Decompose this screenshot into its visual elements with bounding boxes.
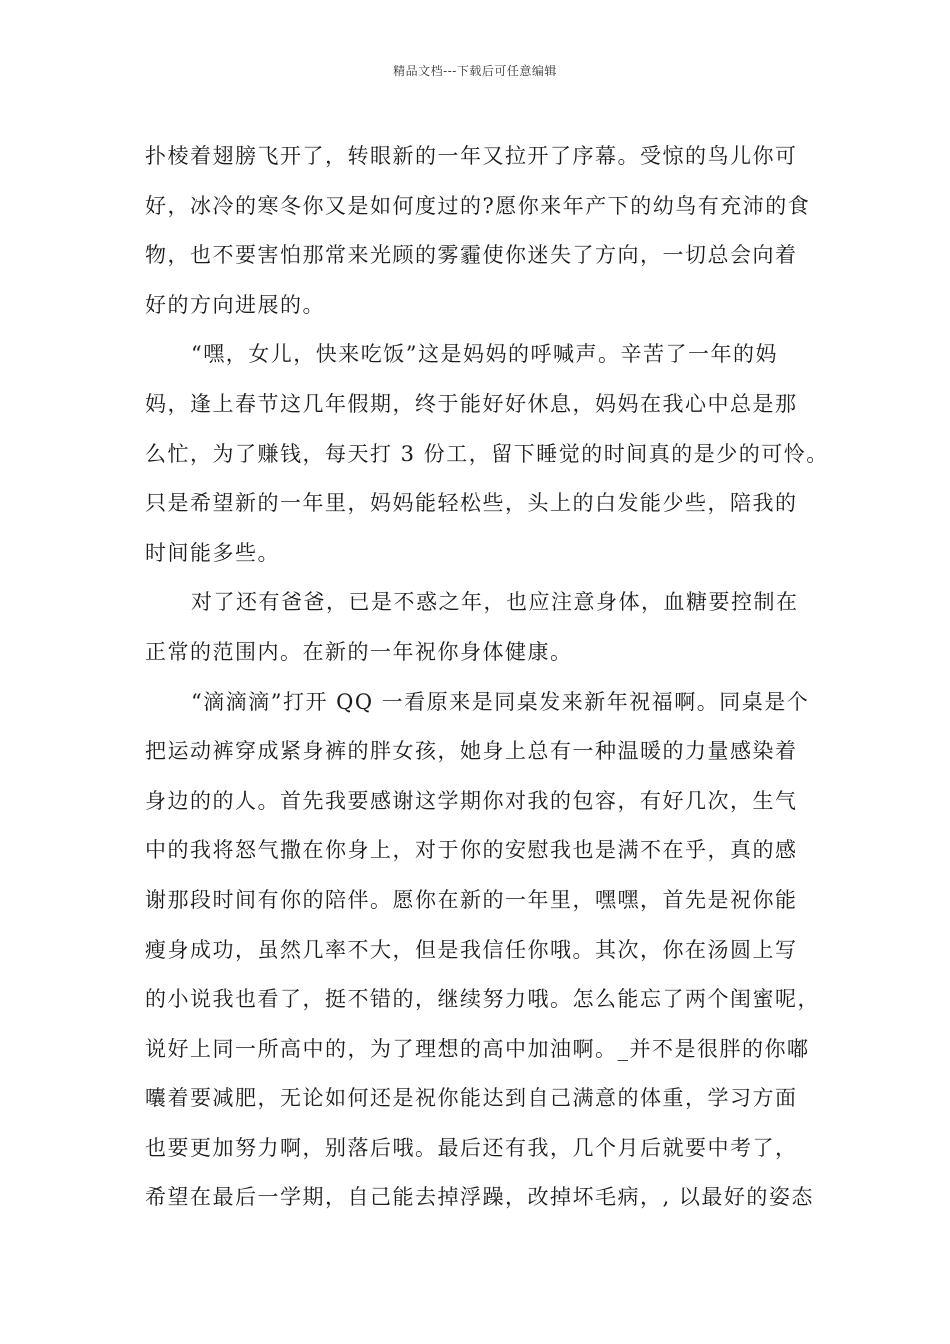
text-line: 扑棱着翅膀飞开了，转眼新的一年又拉开了序幕。受惊的鸟儿你可 [145, 144, 798, 168]
paragraph-start-line: 对了还有爸爸，已是不惑之年，也应注意身体，血糖要控制在 [191, 590, 799, 615]
text-line: 好，冰冷的寒冬你又是如何度过的?愿你来年产下的幼鸟有充沛的食 [145, 193, 811, 218]
text-line: 正常的范围内。在新的一年祝你身体健康。 [145, 639, 573, 664]
paragraph-start-line: “嘿，女儿，快来吃饭”这是妈妈的呼喊声。辛苦了一年的妈 [191, 342, 778, 367]
text-line: 妈，逢上春节这几年假期，终于能好好休息，妈妈在我心中总是那 [145, 391, 798, 416]
text-line: 中的我将怒气撒在你身上，对于你的安慰我也是满不在乎，真的感 [145, 838, 798, 863]
document-body [145, 132, 829, 1223]
text-line: 把运动裤穿成紧身裤的胖女孩，她身上总有一种温暖的力量感染着 [145, 739, 798, 764]
text-line: 身边的的人。首先我要感谢这学期你对我的包容，有好几次，生气 [145, 788, 798, 813]
text-line: 囔着要减肥，无论如何还是祝你能达到自己满意的体重，学习方面 [145, 1086, 798, 1111]
text-line: 么忙，为了赚钱，每天打 3 份工，留下睡觉的时间真的是少的可怜。 [145, 441, 829, 466]
text-line: 说好上同一所高中的，为了理想的高中加油啊。_并不是很胖的你嘟 [145, 1036, 810, 1061]
text-line: 好的方向进展的。 [145, 292, 325, 317]
text-line: 物，也不要害怕那常来光顾的雾霾使你迷失了方向，一切总会向着 [145, 243, 798, 268]
text-line: 谢那段时间有你的陪伴。愿你在新的一年里，嘿嘿，首先是祝你能 [145, 887, 798, 912]
text-line: 只是希望新的一年里，妈妈能轻松些，头上的白发能少些，陪我的 [145, 491, 798, 516]
text-line: 也要更加努力啊，别落后哦。最后还有我，几个月后就要中考了， [145, 1135, 798, 1160]
text-line: 瘦身成功，虽然几率不大，但是我信任你哦。其次，你在汤圆上写 [145, 937, 798, 962]
text-line: 希望在最后一学期，自己能去掉浮躁，改掉坏毛病，, 以最好的姿态 [145, 1185, 814, 1210]
paragraph-start-line: “滴滴滴”打开 QQ 一看原来是同桌发来新年祝福啊。同桌是个 [191, 689, 810, 714]
page-header: 精品文档---下载后可任意编辑 [393, 64, 557, 78]
text-line: 的小说我也看了，挺不错的，继续努力哦。怎么能忘了两个闺蜜呢， [145, 987, 820, 1012]
text-line: 时间能多些。 [145, 540, 280, 565]
